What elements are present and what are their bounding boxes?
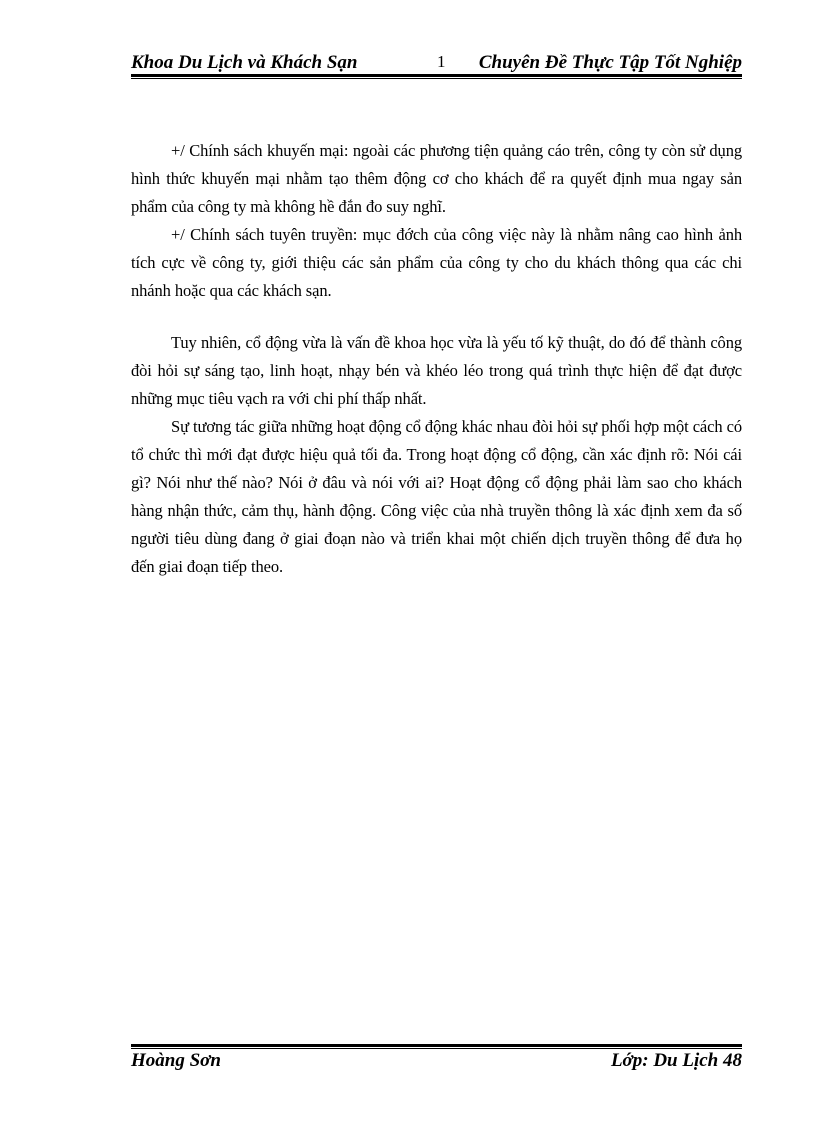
paragraph-however: Tuy nhiên, cổ động vừa là vấn đề khoa học vừa là yếu tố kỹ thuật, do đó để thành công đòi hỏi sự sáng tạo, linh hoạt, nhạy bén và khéo léo trong quá trình thực hiện để đạt được những mục tiêu vạch ra với chi phí thấp nhất. bbox=[131, 333, 742, 408]
page-header bbox=[131, 50, 742, 76]
header-document-title: Chuyên Đề Thực Tập Tốt Nghiệp bbox=[478, 52, 742, 73]
document-body bbox=[131, 137, 742, 581]
paragraph-promotion-policy: +/ Chính sách khuyến mại: ngoài các phương tiện quảng cáo trên, công ty còn sử dụng hình thức khuyến mại nhằm tạo thêm động cơ cho khách để ra quyết định mua ngay sản phẩm của công ty mà không hề đắn đo suy nghĩ. bbox=[131, 141, 742, 216]
page-footer bbox=[131, 1048, 742, 1076]
header-rule bbox=[131, 74, 742, 79]
header-faculty: Khoa Du Lịch và Khách Sạn bbox=[131, 52, 358, 73]
footer-class: Lớp: Du Lịch 48 bbox=[610, 1050, 742, 1071]
page-number: 1 bbox=[437, 52, 446, 71]
paragraph-interaction: Sự tương tác giữa những hoạt động cổ động khác nhau đòi hỏi sự phối hợp một cách có tổ chức thì mới đạt được hiệu quả tối đa. Trong hoạt động cổ động, cần xác định rõ: Nói cái gì? Nói như thế nào? Nói ở đâu và nói với ai? Hoạt động cổ động phải làm sao cho khách hàng nhận thức, cảm thụ, hành động. Công việc của nhà truyền thông là xác định xem đa số người tiêu dùng đang ở giai đoạn nào và triển khai một chiến dịch truyền thông để đưa họ đến giai đoạn tiếp theo. bbox=[131, 417, 742, 576]
footer-author: Hoàng Sơn bbox=[131, 1050, 221, 1071]
paragraph-propaganda-policy: +/ Chính sách tuyên truyền: mục đớch của công việc này là nhằm nâng cao hình ảnh tích cực về công ty, giới thiệu các sản phẩm của công ty cho du khách thông qua các chi nhánh hoặc qua các khách sạn. bbox=[131, 225, 742, 300]
